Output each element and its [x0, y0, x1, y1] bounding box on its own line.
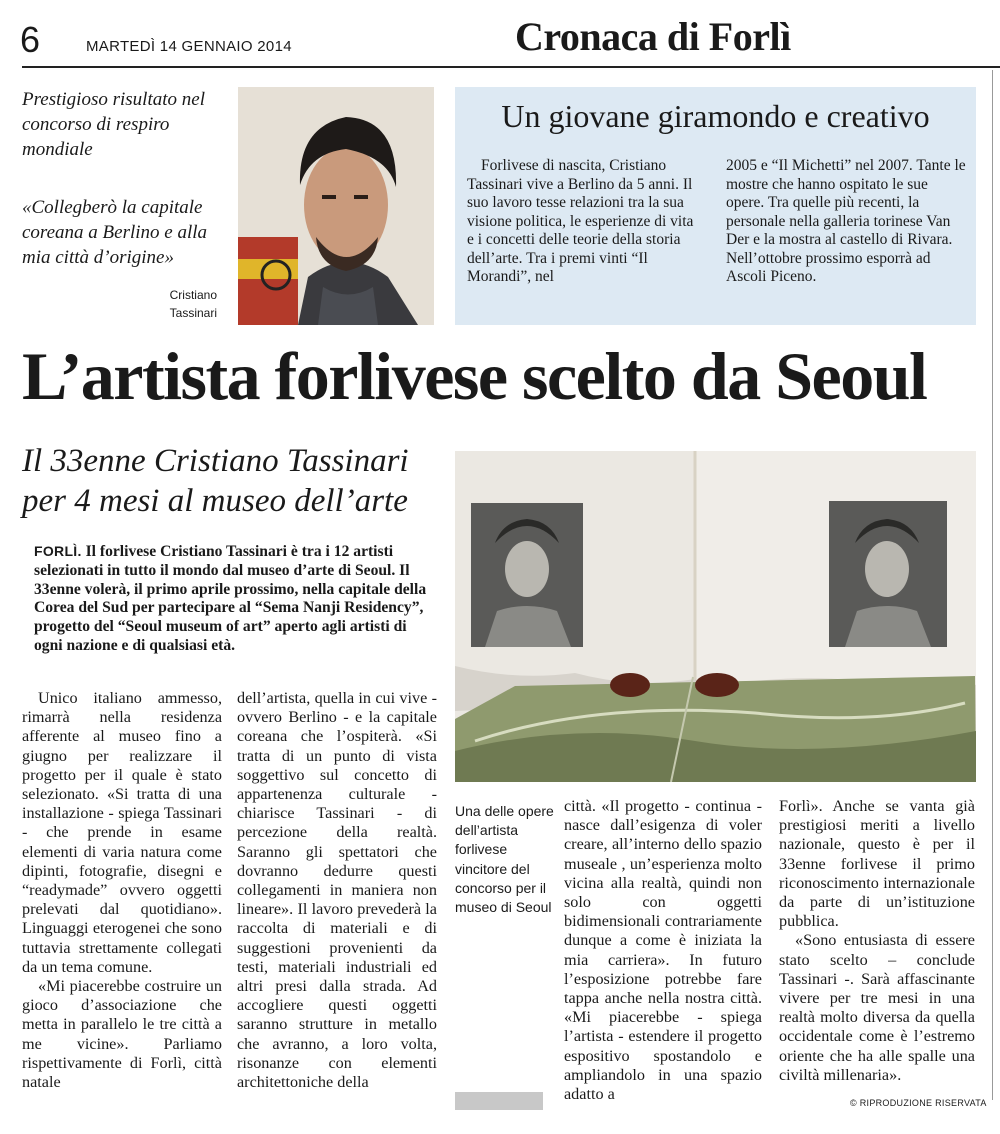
grey-placeholder-bar: [455, 1092, 543, 1110]
body-paragraph: «Sono entusiasta di essere stato scelto – conclude Tassinari -. Sarà affascinante vivere per tre mesi in una realtà molto diversa da quella occidentale come è l’estremo oriente che ha alle spalle una civiltà millenaria».: [779, 931, 975, 1084]
photo-caption: Una delle opere dell’artista forlivese vincitore del concorso per il museo di Seoul: [455, 803, 554, 916]
body-paragraph: città. «Il progetto - continua - nasce dall’esigenza di voler creare, all’interno dello spazio museale , un’esperienza molto vicina alla realtà, quindi non solo con oggetti bidimensionali contrariamente dunque a come è iniziata la mia carriera». In futuro l’esposizione potrebbe fare tappa anche nella nostra città. «Mi piacerebbe - spiega l’artista - estendere il progetto espositivo spostandolo e ampliandolo in una spazio adatto a: [564, 797, 762, 1104]
page-number: 6: [20, 19, 41, 60]
lead-paragraph: [34, 542, 438, 656]
body-paragraph: Forlì». Anche se vanta già prestigiosi meriti a livello nazionale, questo è per il 33enne forlivese il primo riconoscimento internazionale da parte di un’istituzione pubblica.: [779, 797, 975, 931]
body-column-3: [564, 797, 762, 1104]
sidebar-title: Un giovane giramondo e creativo: [501, 98, 930, 134]
body-paragraph: Unico italiano ammesso, rimarrà nella residenza afferente al museo fino a giugno per realizzare il progetto per il quale è stato selezionato. «Si tratta di una installazione - spiega Tassinari - che prende in esame elementi di varia natura come dipinti, fotografie, disegni e “readymade” ovvero oggetti prelevati dal quotidiano». Linguaggi eterogenei che sono tuttavia strettamente collegati da un tema comune.: [22, 689, 222, 976]
sidebar-column-2: 2005 e “Il Michetti” nel 2007. Tante le mostre che hanno ospitato le sue opere. Tra quelle più recenti, la personale nella galleria torinese Van Der e la mostra al castello di Rivara. Nell’ottobre prossimo esporrà ad Ascoli Piceno.: [726, 157, 966, 285]
pull-quote: «Collegberò la capitale coreana a Berlino e alla mia città d’origine»: [22, 197, 208, 268]
subheadline-line-1: Il 33enne Cristiano Tassinari: [22, 443, 409, 479]
body-column-1: [22, 689, 222, 1092]
headline: L’artista forlivese scelto da Seoul: [22, 338, 927, 414]
kicker-text: Prestigioso risultato nel concorso di respiro mondiale: [22, 89, 205, 160]
lead-text: Il forlivese Cristiano Tassinari è tra i 12 artisti selezionati in tutto il mondo dal museo d’arte di Seoul. Il 33enne volerà, il primo aprile prossimo, nella capitale della Corea del Sud per partecipare al “Sema Nanji Residency”, progetto del “Seoul museum of art” aperto agli artisti di ogni nazione e di qualsiasi età.: [34, 543, 427, 654]
section-title: Cronaca di Forlì: [515, 14, 791, 59]
right-margin-divider: [992, 70, 993, 1100]
body-column-4: [779, 797, 975, 1085]
sidebar-box: [455, 87, 976, 325]
quote-author-first-name: Cristiano: [169, 288, 217, 302]
page-date: MARTEDÌ 14 GENNAIO 2014: [86, 38, 292, 55]
body-paragraph: «Mi piacerebbe costruire un gioco d’associazione che metta in parallelo le tre città a me vicine». Parliamo rispettivamente di Forlì, città natale: [22, 977, 222, 1092]
lead-dateline: FORLÌ.: [34, 543, 82, 559]
artwork-photo: [455, 451, 976, 782]
header-divider: [22, 66, 1000, 68]
sidebar-column-1: Forlivese di nascita, Cristiano Tassinari vive a Berlino da 5 anni. Il suo lavoro tesse relazioni tra la sua visione politica, le esperienze di vita e i concetti delle teorie della storia dell’arte. Tra i premi vinti “Il Morandi”, nel: [467, 157, 694, 285]
copyright-notice: © RIPRODUZIONE RISERVATA: [850, 1098, 987, 1108]
body-paragraph: dell’artista, quella in cui vive - ovvero Berlino - e la capitale coreana che l’ospiterà. «Si tratta di un punto di vista soggettivo sul concetto di appartenenza culturale - chiarisce Tassinari - di percezione della realtà. Saranno gli spettatori che dovranno dedurre questi collegamenti in maniera non lineare». Il lavoro prevederà la raccolta di materiali e di suggestioni provenienti da testi, materiali industriali ed altri presi dalla strada. Ad accogliere questi oggetti saranno strutture in metallo che avranno, a loro volta, risonanze con elementi architettoniche della: [237, 689, 437, 1092]
body-column-2: [237, 689, 437, 1092]
portrait-photo: [238, 87, 434, 325]
subheadline-line-2: per 4 mesi al museo dell’arte: [22, 483, 408, 519]
quote-author-last-name: Tassinari: [169, 306, 217, 320]
